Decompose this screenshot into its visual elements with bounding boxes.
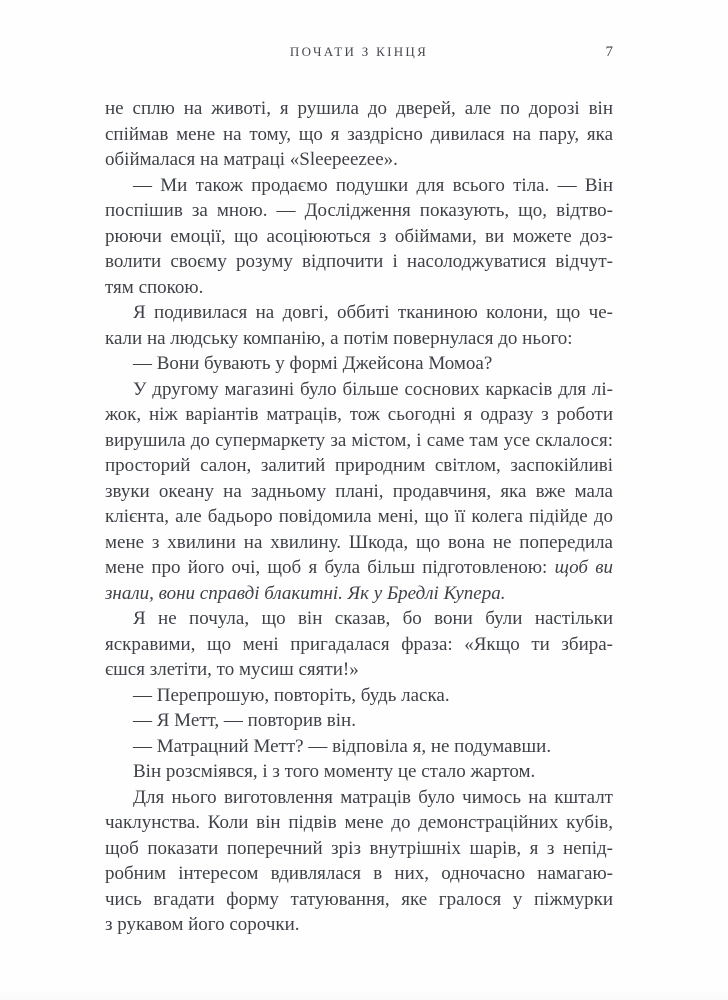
text-segment: У другому магазині було більше соснових каркасів для лі- [133,378,613,400]
text-segment: не сплю на животі, я рушила до дверей, але по дорозі він [105,98,613,119]
text-segment: просторий салон, залитий природним світлом, заспокійливі [105,455,613,476]
text-segment: поспішив за мною. — Дослідження показують, що, відтво- [105,200,613,221]
text-segment: чись вгадати форму татуювання, яке гралося у піжмурки [105,888,613,910]
paragraph [105,377,613,607]
text-line [105,708,613,734]
paragraph [105,300,613,351]
text-line [105,912,613,938]
text-line [105,479,613,505]
text-line [105,453,613,479]
text-line [105,249,613,275]
text-line [105,173,613,199]
paragraph [105,734,613,760]
text-segment: мене з хвилини на хвилину. Шкода, що вона не попередила [105,531,613,553]
text-line [105,606,613,632]
text-line [105,428,613,454]
paragraph [105,759,613,785]
text-line [105,887,613,913]
text-segment: яскравими, що мені пригадалася фраза: «Якщо ти збира- [105,633,613,655]
text-line [105,377,613,403]
paragraph [105,606,613,683]
text-segment: жок, ніж варіантів матраців, тож сьогодні я одразу з роботи [105,404,613,425]
text-segment: Він розсміявся, і з того моменту це стало жартом. [133,761,536,782]
text-segment: вирушила до супермаркету за містом, і саме там усе склалося: [105,429,613,451]
text-line [105,275,613,301]
text-line [105,683,613,709]
text-segment: кали на людську компанію, а потім повернулася до нього: [105,327,573,349]
paragraph [105,683,613,709]
text-segment: робним інтересом вдивлялася в них, одночасно намагаю- [105,863,613,884]
text-segment: з рукавом його сорочки. [105,914,300,935]
text-line [105,581,613,607]
text-segment: звуки океану на задньому плані, продавчиня, яка вже мала [105,480,613,502]
text-line [105,351,613,377]
text-segment: Для нього виготовлення матраців було чимось на кшталт [133,786,613,808]
text-line [105,657,613,683]
running-title: ПОЧАТИ З КІНЦЯ [289,44,429,59]
text-segment: єшся злетіти, то мусиш сяяти!» [105,659,359,680]
page-bottom-edge [0,988,728,1000]
italic-text-segment: знали, вони справді блакитні. Як у Бредлі Купера. [105,582,506,604]
text-line [105,504,613,530]
text-line [105,300,613,326]
italic-text-segment: щоб ви [554,557,613,578]
text-segment: спіймав мене на тому, що я заздрісно дивилася на пару, яка [105,123,613,145]
paragraph [105,96,613,173]
text-line [105,224,613,250]
text-segment: чаклунства. Коли він підвів мене до демонстраційних кубів, [105,812,613,833]
page-number: 7 [605,44,613,60]
paragraph [105,351,613,377]
text-line [105,530,613,556]
text-segment: — Я Метт, — повторив він. [133,710,356,731]
text-segment: рюючи емоції, що асоціюються з обіймами, ви можете доз- [105,225,613,247]
text-line [105,555,613,581]
text-line [105,402,613,428]
text-segment: Я не почула, що він сказав, бо вони були настільки [133,608,613,629]
text-segment: — Матрацний Метт? — відповіла я, не подумавши. [133,735,552,757]
text-line [105,836,613,862]
text-line [105,122,613,148]
text-line [105,810,613,836]
text-segment: Я подивилася на довгі, оббиті тканиною колони, що че- [133,302,613,323]
text-line [105,632,613,658]
text-segment: — Ми також продаємо подушки для всього тіла. — Він [133,174,613,196]
page-body [105,96,613,938]
paragraph [105,785,613,938]
text-line [105,785,613,811]
text-segment: щоб показати поперечний зріз внутрішніх шарів, я з непід- [105,837,613,859]
text-segment: мене про його очі, щоб я була більш підготовленою: [105,557,555,578]
text-line [105,198,613,224]
text-segment: — Перепрошую, повторіть, будь ласка. [133,684,450,706]
text-line [105,96,613,122]
text-line [105,734,613,760]
paragraph [105,173,613,301]
text-segment: — Вони бувають у формі Джейсона Момоа? [133,353,493,374]
text-line [105,861,613,887]
text-segment: тям спокою. [105,276,204,298]
text-segment: клієнта, але бадьоро повідомила мені, що її колега підійде до [105,506,613,527]
text-segment: волити своєму розуму відпочити і насолоджуватися відчут- [105,251,613,272]
page-header [105,44,613,62]
text-segment: обіймалася на матраці «Sleepeezee». [105,149,398,170]
text-line [105,147,613,173]
text-line [105,759,613,785]
text-line [105,326,613,352]
paragraph [105,708,613,734]
